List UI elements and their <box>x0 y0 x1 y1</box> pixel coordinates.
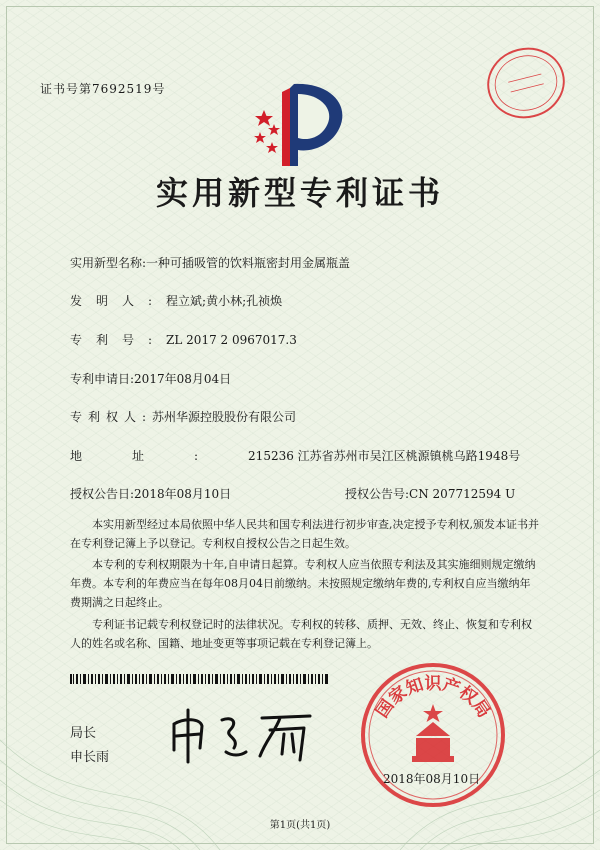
field-label: 地址: <box>70 449 249 463</box>
seal-text: 国家知识产权局 <box>372 674 494 722</box>
field-inventor <box>70 292 282 309</box>
director-signature <box>160 700 320 770</box>
grant-statement-paragraph <box>70 515 540 553</box>
office-seal <box>358 660 508 810</box>
field-label: 发明人: <box>70 294 167 308</box>
field-value: CN 207712594 U <box>409 487 516 501</box>
patent-office-logo <box>250 78 360 168</box>
field-address <box>70 447 520 464</box>
field-label: 授权公告日: <box>70 487 135 501</box>
certificate-number: 证书号第7692519号 <box>40 82 166 96</box>
field-filing-date <box>70 370 231 387</box>
field-label: 专利申请日: <box>70 372 135 386</box>
field-label: 授权公告号: <box>345 487 410 501</box>
page-number: 第1页(共1页) <box>269 820 331 831</box>
paragraph-text: 专利证书记载专利权登记时的法律状况。专利权的转移、质押、无效、终止、恢复和专利权人的姓名或名称、国籍、地址变更等事项记载在专利登记簿上。 <box>70 618 532 650</box>
field-value: 程立斌;黄小林;孔祯焕 <box>166 294 283 308</box>
field-value: 苏州华源控股股份有限公司 <box>152 410 297 424</box>
field-value: 一种可插吸管的饮料瓶密封用金属瓶盖 <box>146 256 351 270</box>
paragraph-text: 本专利的专利权期限为十年,自申请日起算。专利权人应当依照专利法及其实施细则规定缴纳年费。本专利的年费应当在每年08月04日前缴纳。未按照规定缴纳年费的,专利权自应当缴纳年费期满之日起终止。 <box>70 558 536 609</box>
field-label: 专利权人: <box>70 410 153 424</box>
field-grant-date <box>70 485 231 502</box>
field-label: 实用新型名称: <box>70 256 147 270</box>
paragraph-text: 本实用新型经过本局依照中华人民共和国专利法进行初步审查,决定授予专利权,颁发本证书并在专利登记簿上予以登记。专利权自授权公告之日起生效。 <box>70 518 539 550</box>
seal-date: 2018年08月10日 <box>383 772 481 786</box>
field-label: 专利号: <box>70 333 167 347</box>
certificate-title: 实用新型专利证书 <box>155 174 444 212</box>
legal-status-paragraph <box>70 615 540 653</box>
field-patent-number <box>70 331 297 348</box>
term-fee-paragraph <box>70 555 540 612</box>
field-value: 2017年08月04日 <box>134 372 232 386</box>
agency-stamp <box>483 40 569 126</box>
field-utility-model-name <box>70 254 350 271</box>
field-value: ZL 2017 2 0967017.3 <box>166 333 297 347</box>
field-value: 215236 江苏省苏州市吴江区桃源镇桃乌路1948号 <box>248 449 521 463</box>
barcode <box>70 674 330 684</box>
director-name: 申长雨 <box>70 750 110 765</box>
field-patentee <box>70 408 296 425</box>
director-title: 局长 <box>70 726 97 741</box>
field-value: 2018年08月10日 <box>134 487 232 501</box>
field-grant-number <box>345 485 515 502</box>
